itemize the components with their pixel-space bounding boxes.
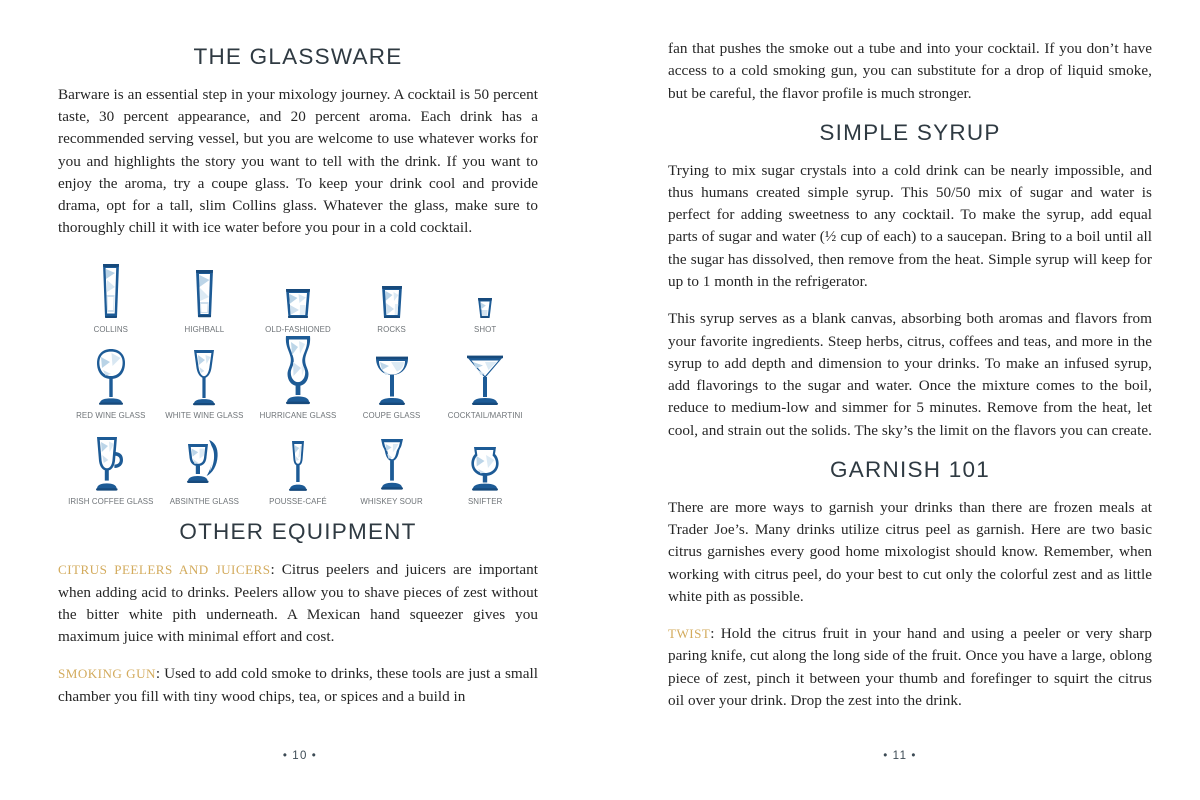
- glassware-item-old-fashioned: [251, 262, 345, 334]
- glassware-item-absinthe: [158, 434, 252, 506]
- glassware-item-white-wine: [158, 348, 252, 420]
- term-separator: :: [710, 625, 721, 643]
- glassware-item-highball: [158, 262, 252, 334]
- martini-glass-icon: [465, 348, 505, 406]
- smoking-gun-continuation-paragraph: fan that pushes the smoke out a tube and into your cocktail. If you don’t have access to a cold smoking gun, you can substitute for a drop of liquid smoke, but be careful, the flavor profile is much stronger.: [668, 40, 1152, 102]
- glassware-item-rocks: [345, 262, 439, 334]
- term-label: SMOKING GUN: [58, 666, 156, 682]
- glassware-label: COCKTAIL/MARTINI: [447, 410, 523, 420]
- glassware-label: WHISKEY SOUR: [360, 496, 423, 506]
- pousse-cafe-glass-icon: [286, 434, 310, 492]
- glassware-item-whiskey-sour: [345, 434, 439, 506]
- entry-body: Citrus peelers and juicers are important when adding acid to drinks. Peelers allow you to shave pieces of zest without the bitter white pith underneath. A Mexican hand squeezer gives you maximum juice with minimal effort and cost.: [58, 561, 539, 646]
- glassware-label: ABSINTHE GLASS: [169, 496, 240, 506]
- glassware-label: WHITE WINE GLASS: [165, 410, 244, 420]
- glassware-label: HURRICANE GLASS: [259, 410, 337, 420]
- snifter-glass-icon: [467, 434, 503, 492]
- term-label: CITRUS PEELERS AND JUICERS: [58, 562, 271, 578]
- old-fashioned-glass-icon: [283, 262, 313, 320]
- term-label: TWIST: [668, 626, 711, 642]
- absinthe-glass-icon: [184, 434, 224, 492]
- glassware-item-snifter: [438, 434, 532, 506]
- entry-body: Hold the citrus fruit in your hand and using a peeler or very sharp paring knife, cut along the long side of the fruit. Once you have a large, oblong piece of zest, pinch it between your thumb and forefinger to squirt the citrus oil over your drink. Drop the zest into the drink.: [668, 625, 1152, 709]
- glassware-row-2: [64, 348, 532, 420]
- glassware-item-hurricane: [251, 348, 345, 420]
- page-title-glassware: THE GLASSWARE: [193, 44, 403, 69]
- glassware-item-martini: [438, 348, 532, 420]
- glassware-item-red-wine: [64, 348, 158, 420]
- glassware-label: SHOT: [474, 324, 497, 334]
- white-wine-glass-icon: [189, 348, 219, 406]
- equipment-entry-smoking-gun: [58, 663, 538, 708]
- term-separator: :: [270, 561, 282, 579]
- collins-glass-icon: [98, 262, 124, 320]
- folio-number: 10: [292, 750, 308, 762]
- glassware-label: OLD-FASHIONED: [265, 324, 331, 334]
- page-folio-right: [600, 750, 1200, 762]
- glassware-label: POUSSE-CAFÉ: [269, 496, 327, 506]
- page-title-simple-syrup: SIMPLE SYRUP: [819, 119, 1001, 145]
- glassware-label: COUPE GLASS: [362, 410, 421, 420]
- glassware-label: ROCKS: [377, 324, 406, 334]
- irish-coffee-glass-icon: [92, 434, 130, 492]
- glassware-label: SNIFTER: [467, 496, 503, 506]
- glassware-label: HIGHBALL: [184, 324, 225, 334]
- glassware-item-irish-coffee: [64, 434, 158, 506]
- whiskey-sour-glass-icon: [377, 434, 407, 492]
- entry-body: Used to add cold smoke to drinks, these tools are just a small chamber you fill with tiny wood chips, tea, or spices and a build in: [58, 665, 539, 705]
- term-separator: :: [155, 665, 165, 683]
- rocks-glass-icon: [379, 262, 405, 320]
- garnish-intro-paragraph: There are more ways to garnish your drinks than there are frozen meals at Trader Joe’s. Many drinks utilize citrus peel as garnish. Here are two basic citrus garnishes every good home mixologist should know. Remember, when working with citrus peel, do your best to cut only the colorful zest and as little white pith as possible.: [668, 498, 1152, 605]
- glassware-label: COLLINS: [93, 324, 129, 334]
- garnish-entry-twist: [668, 623, 1152, 712]
- glassware-row-1: [64, 262, 532, 334]
- highball-glass-icon: [191, 262, 218, 320]
- glassware-intro-paragraph: Barware is an essential step in your mixology journey. A cocktail is 50 percent taste, 30 percent appearance, and 20 percent aroma. Each drink has a recommended serving vessel, but you are welcome to use whatever works for you and highlights the story you want to tell with the drink. If you want to enjoy the aroma, try a coupe glass. To keep your drink cool and provide drama, opt for a tall, slim Collins glass. Whatever the glass, make sure to thoroughly chill it with ice water before you pour in a cold cocktail.: [58, 85, 538, 237]
- page-title-garnish: GARNISH 101: [830, 456, 990, 482]
- page-folio-left: [0, 750, 600, 762]
- folio-number: 11: [892, 750, 908, 762]
- glassware-item-pousse-cafe: [251, 434, 345, 506]
- glassware-item-coupe: [345, 348, 439, 420]
- glassware-label: IRISH COFFEE GLASS: [68, 496, 154, 506]
- folio-dot-left: •: [282, 750, 289, 762]
- folio-dot-right: •: [311, 750, 318, 762]
- glassware-label: RED WINE GLASS: [76, 410, 146, 420]
- hurricane-glass-icon: [280, 348, 316, 406]
- shot-glass-icon: [476, 262, 494, 320]
- glassware-grid: [58, 262, 538, 506]
- simple-syrup-paragraph-2: This syrup serves as a blank canvas, absorbing both aromas and flavors from your favorite ingredients. Steep herbs, citrus, coffees and teas, and more in the syrup to add depth and dimension to your drinks. To make an infused syrup, add flavorings to the sugar and water. Once the mixture comes to the boil, reduce to medium-low and simmer for 5 minutes. Remove from the heat, let cool, and strain out the solids. The sky’s the limit on the flavors you can create.: [668, 310, 1152, 439]
- glassware-item-collins: [64, 262, 158, 334]
- right-page: [600, 0, 1200, 800]
- coupe-glass-icon: [373, 348, 411, 406]
- simple-syrup-paragraph-1: Trying to mix sugar crystals into a cold drink can be nearly impossible, and thus humans created simple syrup. This 50/50 mix of sugar and water is perfect for adding sweetness to any cocktail. To make the syrup, add equal parts of sugar and water (½ cup of each) to a saucepan. Bring to a boil until all the sugar has dissolved, then remove from the heat. Simple syrup will keep for up to 1 month in the refrigerator.: [668, 161, 1152, 290]
- folio-dot-right: •: [911, 750, 917, 762]
- red-wine-glass-icon: [93, 348, 129, 406]
- glassware-item-shot: [438, 262, 532, 334]
- folio-dot-left: •: [883, 750, 889, 762]
- equipment-entry-citrus-peelers: [58, 559, 538, 648]
- glassware-row-3: [64, 434, 532, 506]
- page-title-other-equipment: OTHER EQUIPMENT: [179, 519, 417, 545]
